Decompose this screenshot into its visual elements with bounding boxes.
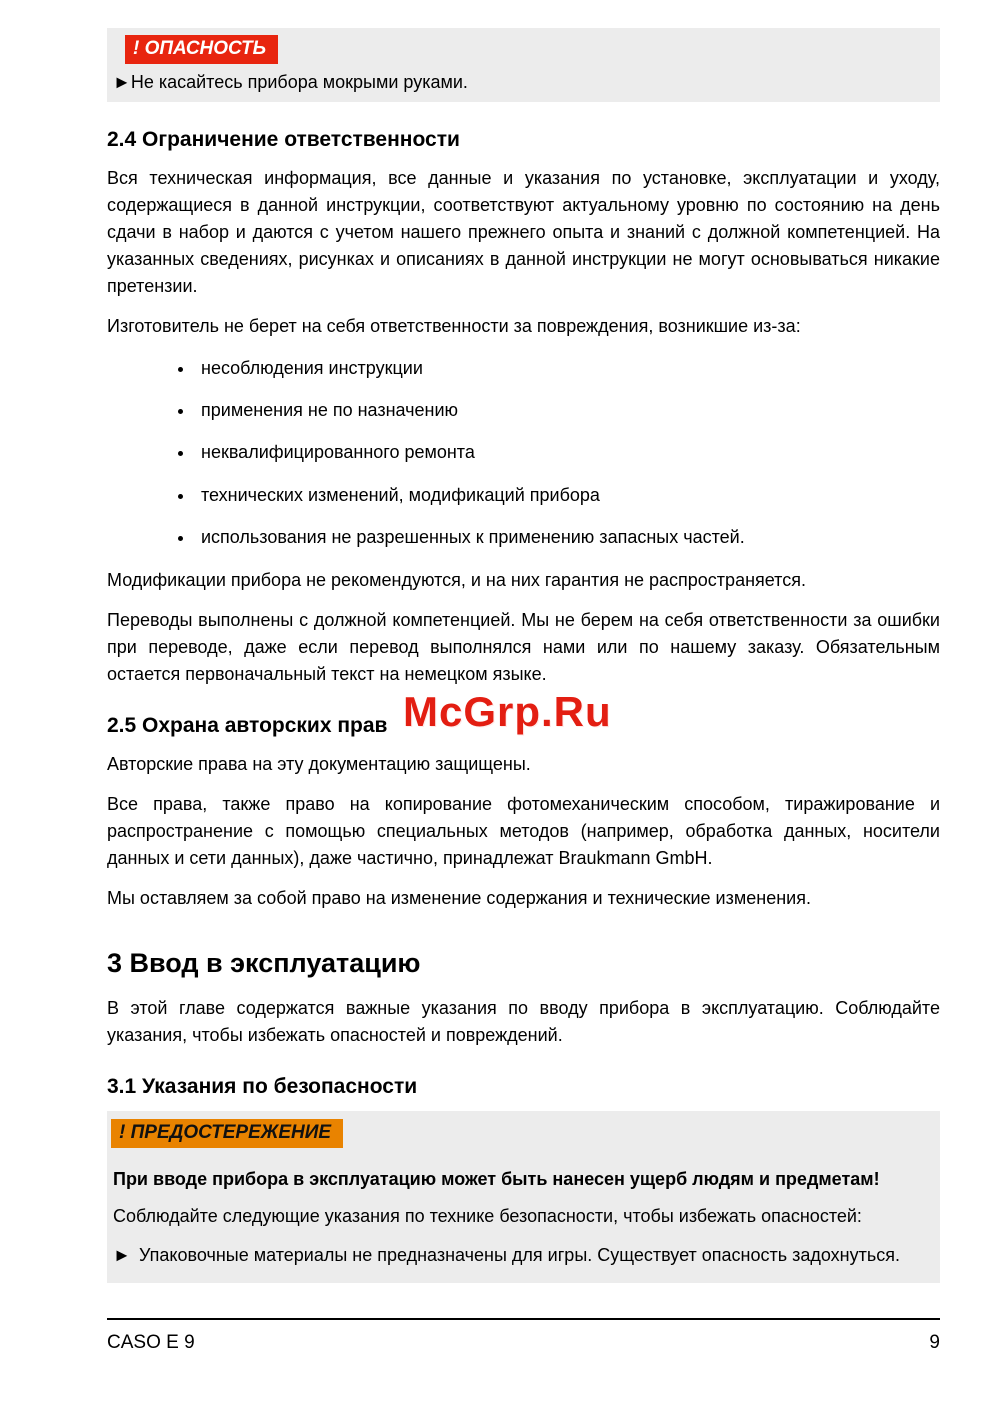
warning-block: [107, 1111, 940, 1283]
arrow-bullet-icon: ►: [113, 1244, 131, 1265]
section-3-1-heading: 3.1 Указания по безопасности: [107, 1074, 418, 1098]
warning-arrow-text: Упаковочные материалы не предназначены для игры. Существует опасность задохнуться.: [139, 1244, 900, 1265]
chapter-3-paragraph-1: В этой главе содержатся важные указания по вводу прибора в эксплуатацию. Соблюдайте указания, чтобы избежать опасностей и повреждений.: [107, 997, 940, 1045]
section-2-5-paragraph-1: Авторские права на эту документацию защищены.: [107, 753, 531, 774]
page-footer: [107, 1318, 940, 1354]
chapter-3-heading: 3 Ввод в эксплуатацию: [107, 947, 421, 978]
section-2-5-heading: 2.5 Охрана авторских прав: [107, 713, 388, 737]
danger-instruction: ►Не касайтесь прибора мокрыми руками.: [113, 72, 468, 92]
list-item: • несоблюдения инструкции: [195, 356, 940, 381]
list-item: • неквалифицированного ремонта: [195, 440, 940, 465]
watermark: McGrp.Ru: [403, 688, 612, 735]
list-item: • использования не разрешенных к применению запасных частей.: [195, 525, 940, 550]
danger-badge: ! ОПАСНОСТЬ: [125, 35, 278, 64]
section-2-5-paragraph-2: Все права, также право на копирование фотомеханическим способом, тиражирование и распространение с помощью специальных методов (например, обработка данных, носители данных и сети данных), даже частично, принадлежат Braukmann GmbH.: [107, 793, 940, 868]
section-2-4-heading: 2.4 Ограничение ответственности: [107, 128, 460, 151]
section-2-5-paragraph-3: Мы оставляем за собой право на изменение содержания и технические изменения.: [107, 887, 811, 908]
warning-arrow-item: [111, 1242, 930, 1269]
footer-model-name: CASO E 9: [107, 1332, 195, 1353]
list-item: • технических изменений, модификаций прибора: [195, 483, 940, 508]
section-2-4-paragraph-2: Изготовитель не берет на себя ответственности за повреждения, возникшие из-за:: [107, 316, 801, 336]
danger-block: [107, 28, 940, 102]
warning-bold-text: При вводе прибора в эксплуатацию может быть нанесен ущерб людям и предметам!: [113, 1168, 880, 1189]
liability-exclusions-list: [107, 356, 940, 550]
warning-badge: ! ПРЕДОСТЕРЕЖЕНИЕ: [111, 1119, 343, 1148]
section-2-4-paragraph-3: Модификации прибора не рекомендуются, и на них гарантия не распространяется.: [107, 569, 806, 590]
section-2-4-paragraph-4: Переводы выполнены с должной компетенцией. Мы не берем на себя ответственности за ошибки при переводе, даже если перевод выполнялся нами или по нашему заказу. Обязательным остается первоначальный текст на немецком языке.: [107, 609, 940, 684]
warning-paragraph: Соблюдайте следующие указания по технике безопасности, чтобы избежать опасностей:: [113, 1205, 862, 1226]
section-2-4-paragraph-1: Вся техническая информация, все данные и указания по установке, эксплуатации и уходу, содержащиеся в данной инструкции, соответствуют актуальному уровню по состоянию на день сдачи в набор и даются с учетом нашего прежнего опыта и знаний с должной компетенцией. На указанных сведениях, рисунках и описаниях в данной инструкции не могут основываться никакие претензии.: [107, 168, 940, 296]
list-item: • применения не по назначению: [195, 398, 940, 423]
page-content: [107, 28, 940, 1283]
footer-page-number: 9: [929, 1332, 940, 1353]
